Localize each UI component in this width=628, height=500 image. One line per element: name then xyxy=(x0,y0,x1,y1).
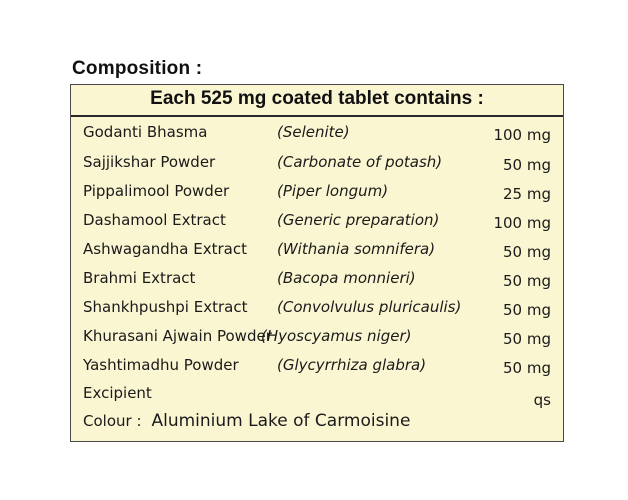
colour-row xyxy=(83,411,410,431)
ingredient-qty: 50 mg xyxy=(503,301,551,319)
ingredient-botanical: (Bacopa monnieri) xyxy=(277,269,416,287)
ingredient-row xyxy=(71,327,563,353)
title-divider xyxy=(71,115,563,117)
ingredient-row xyxy=(71,123,563,149)
composition-heading: Composition : xyxy=(72,58,203,79)
ingredient-qty: 50 mg xyxy=(503,272,551,290)
ingredient-name: Dashamool Extract xyxy=(83,211,226,229)
ingredient-row xyxy=(71,384,563,410)
ingredient-qty: 25 mg xyxy=(503,185,551,203)
ingredient-botanical: (Hyoscyamus niger) xyxy=(261,327,412,345)
colour-value: Aluminium Lake of Carmoisine xyxy=(151,411,411,431)
ingredient-row xyxy=(71,182,563,208)
composition-panel xyxy=(70,84,564,442)
panel-title: Each 525 mg coated tablet contains : xyxy=(150,88,484,109)
ingredient-row xyxy=(71,298,563,324)
ingredient-qty: 100 mg xyxy=(493,214,551,232)
ingredient-qty: 50 mg xyxy=(503,156,551,174)
ingredient-name: Godanti Bhasma xyxy=(83,123,208,141)
ingredient-botanical: (Carbonate of potash) xyxy=(277,153,443,171)
ingredient-name: Pippalimool Powder xyxy=(83,182,230,200)
ingredient-botanical: (Withania somnifera) xyxy=(277,240,436,258)
ingredient-botanical: (Selenite) xyxy=(277,123,350,141)
ingredient-row xyxy=(71,153,563,179)
ingredient-name: Khurasani Ajwain Powder xyxy=(83,327,272,345)
ingredient-botanical: (Piper longum) xyxy=(277,182,389,200)
ingredient-name: Brahmi Extract xyxy=(83,269,196,287)
ingredient-name: Ashwagandha Extract xyxy=(83,240,247,258)
ingredient-qty: 100 mg xyxy=(493,126,551,144)
ingredient-row xyxy=(71,240,563,266)
ingredient-qty: 50 mg xyxy=(503,359,551,377)
ingredient-name: Yashtimadhu Powder xyxy=(83,356,239,374)
ingredient-name: Excipient xyxy=(83,384,152,402)
ingredient-row xyxy=(71,356,563,382)
ingredient-botanical: (Convolvulus pluricaulis) xyxy=(277,298,462,316)
ingredient-qty: 50 mg xyxy=(503,243,551,261)
ingredient-row xyxy=(71,211,563,237)
ingredient-botanical: (Generic preparation) xyxy=(277,211,440,229)
ingredient-name: Sajjikshar Powder xyxy=(83,153,216,171)
colour-label: Colour : xyxy=(83,412,142,430)
ingredient-qty: 50 mg xyxy=(503,330,551,348)
ingredient-botanical: (Glycyrrhiza glabra) xyxy=(277,356,427,374)
ingredient-name: Shankhpushpi Extract xyxy=(83,298,248,316)
ingredient-qty: qs xyxy=(533,391,551,409)
ingredient-row xyxy=(71,269,563,295)
